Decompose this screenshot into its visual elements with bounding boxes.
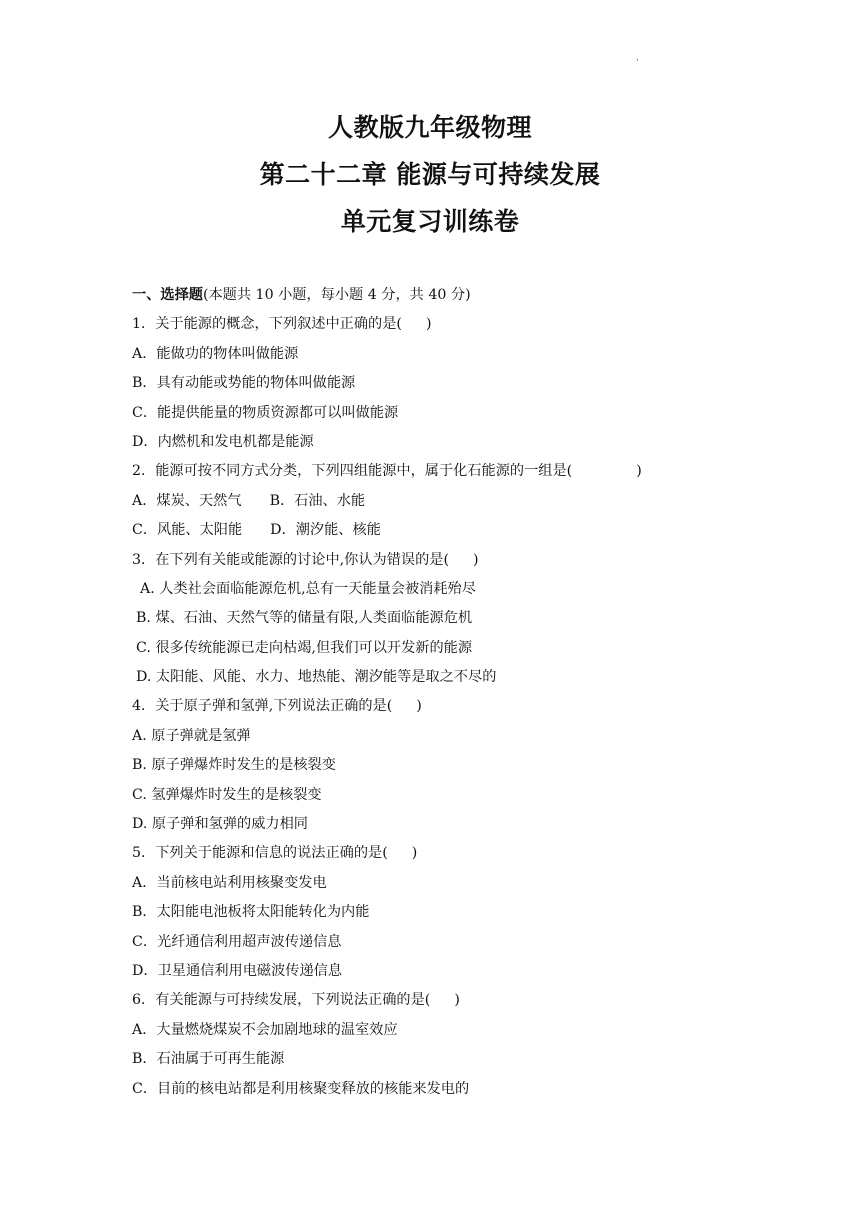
question-5-option-b: B．太阳能电池板将太阳能转化为内能 xyxy=(132,904,370,921)
question-2-stem xyxy=(132,457,772,486)
question-4-option-d: D. 原子弹和氢弹的威力相同 xyxy=(132,816,308,833)
stem-close-paren: ) xyxy=(473,551,479,568)
question-4-option-a: A. 原子弹就是氢弹 xyxy=(132,727,251,744)
question-3-option-a: A. 人类社会面临能源危机,总有一天能量会被消耗殆尽 xyxy=(140,580,476,597)
title-line-1: 人教版九年级物理 xyxy=(327,113,532,142)
question-1-stem xyxy=(132,310,772,339)
title-line-3: 单元复习训练卷 xyxy=(340,207,520,236)
question-stem-text: 3．在下列有关能或能源的讨论中,你认为错误的是( xyxy=(132,551,450,568)
section-note: (本题共 10 小题，每小题 4 分，共 40 分) xyxy=(202,287,471,303)
question-5-option-d: D．卫星通信利用电磁波传递信息 xyxy=(132,962,343,979)
question-5-stem xyxy=(132,839,772,868)
question-stem-text: 2．能源可按不同方式分类，下列四组能源中，属于化石能源的一组是( xyxy=(132,463,573,480)
question-6-option-b: B．石油属于可再生能源 xyxy=(132,1051,285,1068)
question-3-option-d: D. 太阳能、风能、水力、地热能、潮汐能等是取之不尽的 xyxy=(136,669,497,686)
stem-close-paren: ) xyxy=(411,845,418,862)
question-1-option-c: C．能提供能量的物质资源都可以叫做能源 xyxy=(132,404,399,421)
section-label: 一、选择题 xyxy=(132,287,203,303)
question-4-option-c: C. 氢弹爆炸时发生的是核裂变 xyxy=(132,786,322,803)
question-5-option-a: A．当前核电站利用核聚变发电 xyxy=(132,874,327,891)
question-6-option-a: A．大量燃烧煤炭不会加剧地球的温室效应 xyxy=(132,1021,398,1038)
question-stem-text: 1．关于能源的概念，下列叙述中正确的是( xyxy=(132,316,402,333)
stem-close-paren: ) xyxy=(454,992,460,1009)
question-6-stem xyxy=(132,986,772,1015)
question-2-option-d: D．潮汐能、核能 xyxy=(270,522,381,539)
question-3-option-b: B. 煤、石油、天然气等的储量有限,人类面临能源危机 xyxy=(136,610,473,627)
question-stem-text: 6．有关能源与可持续发展，下列说法正确的是( xyxy=(132,992,431,1009)
stem-close-paren: ) xyxy=(425,316,432,333)
question-3-stem xyxy=(132,546,772,575)
document-title-block xyxy=(0,104,860,245)
question-list xyxy=(132,281,772,1104)
question-1-option-a: A．能做功的物体叫做能源 xyxy=(132,345,299,362)
stem-close-paren: ) xyxy=(636,463,642,480)
question-2-options-row-2 xyxy=(132,516,772,545)
question-2-option-c: C．风能、太阳能 xyxy=(132,522,243,539)
question-2-options-row-1 xyxy=(132,487,772,516)
question-3-option-c: C. 很多传统能源已走向枯竭,但我们可以开发新的能源 xyxy=(136,639,473,656)
question-5-option-c: C．光纤通信利用超声波传递信息 xyxy=(132,933,342,950)
title-line-2: 第二十二章 能源与可持续发展 xyxy=(259,160,601,189)
question-1-option-d: D．内燃机和发电机都是能源 xyxy=(132,433,314,450)
question-2-option-b: B．石油、水能 xyxy=(269,492,366,509)
question-2-option-a: A．煤炭、天然气 xyxy=(132,492,242,509)
question-6-option-c: C．目前的核电站都是利用核聚变释放的核能来发电的 xyxy=(132,1080,470,1097)
question-4-stem xyxy=(132,692,772,721)
question-stem-text: 5．下列关于能源和信息的说法正确的是( xyxy=(132,845,388,862)
question-4-option-b: B. 原子弹爆炸时发生的是核裂变 xyxy=(132,757,336,774)
question-stem-text: 4．关于原子弹和氢弹,下列说法正确的是( xyxy=(132,698,393,715)
stem-close-paren: ) xyxy=(416,698,422,715)
question-1-option-b: B．具有动能或势能的物体叫做能源 xyxy=(132,375,356,392)
page-mark: ' xyxy=(636,58,639,68)
section-heading xyxy=(132,281,772,310)
